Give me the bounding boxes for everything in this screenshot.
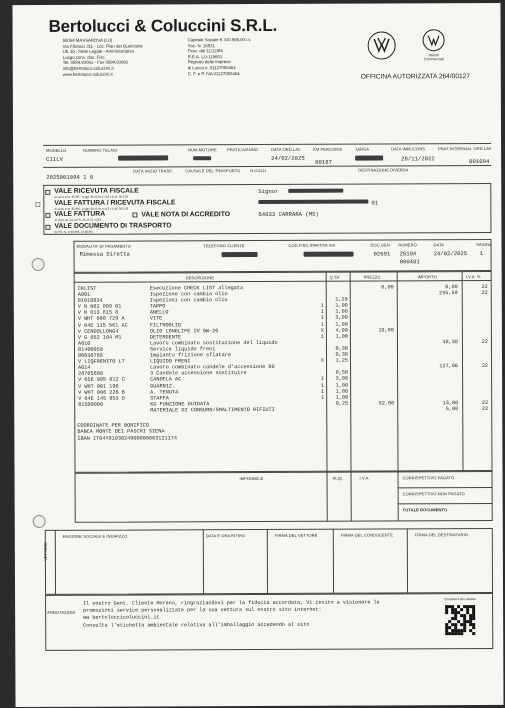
authorized-workshop: OFFICINA AUTORIZZATA 264/00127 [360, 73, 471, 81]
caption-line: Commerciali [423, 57, 444, 62]
payment-box [73, 239, 491, 273]
annotations-text [83, 599, 380, 629]
value-data: 24/02/2025 [433, 250, 468, 258]
sig-data-ora: DATA E ORA RITIRO [205, 533, 246, 539]
line-price: 52,00 [378, 400, 395, 407]
annotation-line: Il vostro Gent. Cliente Moreno, ringraziandovi per la fiducia accordata, Vi invito a visionare le [83, 599, 380, 607]
label-corrisp-non-pagato: CORRISPETTIVO NON PAGATO [402, 491, 465, 497]
line-unit: 1 [320, 309, 324, 316]
checkbox-fattura-ricevuta[interactable] [35, 202, 40, 207]
line-desc: Esecuzione CHECK LIST allegata [149, 285, 244, 292]
punch-hole [33, 515, 46, 528]
bank-line: COORDINATE PER BONIFICO [77, 422, 149, 429]
line-desc: Impianto frizione sfiatare [149, 352, 231, 359]
registry-line: Capitale Sociale € 330.988,00 i.v. [187, 37, 252, 43]
line-qty: 1,00 [335, 321, 348, 328]
label-totale: TOTALE DOCUMENTO [402, 507, 448, 513]
checkbox-ricevuta[interactable] [45, 190, 50, 195]
col-importo: IMPORTO [417, 274, 437, 280]
checkbox-nota-credito[interactable] [132, 213, 137, 218]
sig-ragione-sociale: RAGIONE SOCIALE E INDIRIZZO [62, 533, 128, 539]
registry-line: Registro delle Imprese [187, 59, 231, 65]
line-desc: GUARNIZ. [150, 382, 176, 389]
line-code: V WHT 001 198 [78, 383, 119, 390]
label-telefono: TELEFONO CLIENTE [203, 243, 245, 249]
line-code: A001 [77, 291, 91, 298]
sig-destinatario: FIRMA DEL DESTINATARIO [414, 532, 469, 538]
line-code: 00030780 [77, 352, 103, 359]
address-line: Luogo cons. doc. Fisc. [62, 54, 106, 60]
line-desc: MATERIALE DI CONSUMO/SMALTIMENTO RIFIUTI [150, 406, 275, 414]
line-qty: 3,00 [335, 315, 348, 322]
vw-commercial-logo-icon [423, 29, 445, 51]
line-qty: 0,30 [335, 351, 349, 358]
line-qty: 1,00 [335, 308, 348, 316]
commercial-caption [416, 53, 452, 62]
bank-line: IBAN IT04Y0103024900000063121174 [77, 434, 177, 442]
line-vat: 22 [481, 290, 488, 297]
value-doc-gen: 02691 [373, 250, 391, 258]
annotation-line: promozioni service personalizzate per la sua vettura sul nostro sito internet: [83, 606, 322, 614]
redacted-customer-name [288, 189, 343, 193]
line-desc: Lavoro combinato candele d'accensione 80 [150, 364, 275, 371]
value-pagamento: Rimessa Diretta [79, 250, 130, 258]
line-qty: 1,00 [335, 302, 348, 309]
line-amount: 0,00 [445, 284, 458, 291]
doc-type-sub: Ai sensi art. 21 D.P.R. 26.10.72 n.633 [54, 217, 102, 222]
col-iva: I.V.A. % [465, 274, 481, 280]
line-unit: X [320, 357, 325, 364]
label-data: DATA [433, 242, 445, 248]
label-pagina: PAGINA [476, 241, 492, 248]
line-unit: 1 [320, 315, 324, 322]
sig-conducente: FIRMA DEL CONDUCENTE [340, 532, 394, 538]
line-code: V LIQFRENITO LT [78, 358, 125, 365]
redacted-telefono [222, 252, 258, 257]
invoice-page [12, 3, 503, 707]
registry-line: Fasc. dal 11/12/84 [187, 48, 223, 54]
totals-rule [351, 472, 352, 522]
totals-rule [398, 471, 399, 521]
line-desc: OLIO LONGLIFE IV 0W-20 [149, 327, 219, 335]
label-causale: CAUSALE DEL TRASPORTO [185, 168, 241, 174]
line-code: A010 [77, 340, 91, 347]
customer-greeting: Signor [258, 187, 279, 195]
line-code: V 05E 905 612 C [78, 376, 125, 384]
line-unit [304, 407, 326, 413]
line-unit: 1 [320, 382, 325, 389]
label-modello: MODELLO [46, 147, 67, 153]
doc-type-title: VALE DOCUMENTO DI TRASPORTO [54, 222, 172, 230]
line-amount: 127,86 [439, 363, 459, 370]
address-line: Via Fibrasci 311 - Loc. Pian del Quercione [62, 43, 143, 49]
label-pagamento: MODALITA' DI PAGAMENTO [76, 243, 132, 249]
value-numero-2: 000481 [399, 258, 420, 266]
line-price [350, 406, 396, 412]
col-descrizione: DESCRIZIONE [185, 275, 215, 281]
address-line: info@bertolucci-coluccini.it [62, 65, 114, 71]
line-desc: Service liquido freni [149, 346, 216, 353]
line-desc: CANDELA AC [150, 376, 182, 383]
line-code: V G 052 164 M1 [77, 334, 122, 341]
redacted-customer-street [258, 200, 368, 204]
doc-type-fattura [54, 211, 105, 222]
bank-details [77, 422, 177, 441]
line-code: 01400050 [77, 346, 103, 353]
line-vat: 22 [481, 363, 489, 370]
value-km: 00187 [315, 158, 332, 166]
registry-line: Soc. N. 16531 [187, 42, 215, 48]
doc-type-title: VALE RICEVUTA FISCALE [54, 187, 139, 195]
line-amount: 40,38 [442, 338, 458, 346]
label-dest: DESTINAZIONE DIVERSA [358, 167, 409, 173]
customer-city: 54033 CARRARA (MS) [258, 210, 319, 218]
checkbox-trasporto[interactable] [45, 225, 50, 230]
header-rule [43, 165, 491, 168]
line-unit: 1 [320, 321, 324, 328]
label-telaio: NUMERO TELAIO [83, 147, 118, 153]
company-registry [188, 37, 308, 77]
line-code: CKLIST [77, 285, 97, 292]
line-amount: 235,59 [439, 290, 458, 297]
line-desc: Ispezione con cambio olio [149, 291, 228, 298]
label-numero: NUMERO [398, 242, 417, 248]
label-data-imm: DATA IMM./CONS. [391, 146, 427, 152]
line-code: V 04E 145 853 D [78, 395, 125, 402]
totals-rule [327, 472, 328, 522]
value-modello: C11LV [46, 155, 63, 163]
punch-hole [32, 258, 45, 271]
line-qty: 3,00 [335, 376, 349, 383]
line-desc: Lavoro combinato sostituzione del liquido [149, 339, 278, 347]
label-pratica: PRATICA/ANNO [227, 146, 259, 153]
line-qty: 1,20 [335, 296, 348, 303]
line-code: V WHT 006 226 B [78, 389, 125, 396]
value-pagina: 1 [479, 250, 483, 258]
label-prat-int: PRAT.INTERNA [438, 146, 468, 152]
annotation-line: Consulta l'etichetta ambientale relativa all'imballaggio accedendo al sito [83, 621, 310, 629]
col-qta: Q.TA' [329, 274, 340, 280]
line-code: 01010034 [77, 297, 103, 304]
address-line: 55054 MASSAROSA (LU) [62, 37, 113, 43]
caption-line: Veicoli [428, 53, 439, 58]
company-address [63, 37, 183, 77]
address-line: Ub. Ex. Sede Legale - Amministrativa [62, 48, 134, 55]
line-desc: KG FUNZIONE GUIDATA [150, 400, 210, 408]
line-desc: FILTROOLIO [149, 321, 182, 329]
sig-vettore: FIRMA DEL VETTORE [274, 532, 318, 538]
line-vat: 22 [481, 405, 489, 412]
doc-type-title: VALE FATTURA / RICEVUTA FISCALE [54, 199, 176, 207]
line-amount: 13,00 [442, 399, 459, 406]
line-code: V N 013 815 8 [77, 309, 119, 317]
doc-type-fattura-ricevuta [54, 199, 175, 211]
line-code: V N N62 809 01 [77, 303, 122, 311]
annotation-line: ww bertoluccicoluccini.it [83, 614, 160, 622]
doc-type-sub: Ai sensi D.M. 3/7/80 - Legge 30.12.91 n.413 e D.M. 30.3.92 [54, 194, 129, 199]
line-unit: 1 [320, 376, 325, 383]
line-amount: 5,00 [445, 406, 459, 413]
qr-code-icon[interactable] [445, 605, 475, 635]
line-qty: 1,00 [335, 388, 349, 395]
label-corrisp-pagato: CORRISPETTIVO PAGATO [402, 475, 455, 481]
label-ord-lav: N. ORD.LAV [468, 145, 492, 152]
qr-caption: Consulta il sito relativo [444, 597, 477, 602]
line-qty: 0,25 [335, 400, 349, 407]
address-line: www.bertolucci-coluccini.it [62, 71, 113, 77]
line-desc: DETERGENTE [149, 334, 182, 341]
registry-line: di Lucca n. 01127050464 [187, 65, 236, 71]
value-numero: 2519# [399, 250, 417, 258]
line-code: 28705680 [78, 370, 104, 378]
nota-credito-label: VALE NOTA DI ACCREDITO [141, 211, 231, 219]
line-unit: X [320, 327, 324, 334]
redacted-targa [355, 155, 383, 160]
label-imponibile: IMPONIBILE [239, 475, 264, 482]
line-unit: 1 [321, 394, 325, 401]
line-qty: 1,00 [335, 382, 349, 389]
line-qty: 0,50 [335, 369, 349, 376]
line-vat: 22 [481, 338, 488, 345]
line-desc: STAFFA [150, 395, 169, 402]
vw-logo-icon [368, 31, 396, 59]
line-desc: TAPPO [149, 303, 166, 310]
label-data-ord: DATA ORD.LAV [271, 146, 301, 152]
doc-type-trasporto [54, 222, 171, 234]
registry-line: R.E.A. LU-119601 [187, 53, 223, 60]
line-qty: 1,00 [335, 333, 348, 340]
line-qty [326, 406, 350, 412]
label-colli: N.COLLI [250, 167, 267, 174]
annotations-label: ANNOTAZIONI [47, 609, 76, 615]
line-unit: 1 [320, 333, 324, 340]
value-data-imm: 28/11/2022 [401, 155, 435, 163]
address-line: Tel. 0584.93061 - Fax 0584.93083 [62, 59, 129, 66]
line-qty: 1,25 [335, 357, 349, 364]
line-code: V CENDOLLONG4 [77, 328, 119, 335]
line-desc: LIQUIDO FRENI [150, 358, 191, 365]
checkbox-fattura[interactable] [45, 213, 50, 218]
line-code: V WHT 000 729 A [77, 316, 125, 323]
line-desc: A. TENUTA [150, 388, 179, 396]
line-code: A014 [78, 364, 91, 372]
label-iva: I.V.A. [359, 475, 370, 481]
redacted-telaio [118, 155, 168, 160]
line-code: 01500000 [78, 401, 104, 408]
line-desc: 3 Candele accensione sostituire [150, 370, 247, 377]
line-price: 0,00 [381, 284, 394, 291]
customer-code: 01 [371, 199, 379, 207]
line-unit: 1 [321, 388, 325, 395]
label-inizio-trasp: DATA INIZIO TRASP. [133, 168, 173, 174]
invoice-lines-table [76, 284, 491, 414]
line-code: V 04E 115 561 AC [77, 322, 128, 329]
doc-type-sub: Ai sensi D.M. 3/7/80 - Legge 30.12.91 n.413 e D.M. 30.3.92 [54, 206, 129, 211]
line-qty: 0,30 [335, 345, 348, 352]
label-targa: TARGA [355, 146, 370, 152]
col-prezzo: PREZZO [363, 274, 381, 280]
redacted-motore [193, 156, 211, 160]
value-ord-lav: 001094 [469, 157, 490, 166]
line-vat: 22 [481, 399, 489, 406]
doc-type-title: VALE FATTURA [54, 210, 106, 218]
line-unit: 1 [320, 302, 324, 310]
line-desc: ANELLO [149, 309, 169, 316]
line-qty: 1,00 [335, 394, 349, 401]
value-data-ord: 24/02/2025 [271, 154, 305, 162]
vettore-side-label: VETTORE [42, 542, 48, 561]
line-desc: Ispezioni con cambio olio [149, 297, 228, 304]
doc-type-sub: (D.P.R. N. 472/1996, 14.08.96) [54, 229, 93, 234]
line-qty: 4,00 [335, 327, 348, 334]
document-number: 2025001094 1 6 [46, 173, 94, 181]
redacted-codfisc [304, 252, 354, 257]
doc-type-ricevuta [54, 188, 139, 199]
registry-line: C. F. e P. IVA 01127050464 [187, 70, 240, 76]
label-codfisc: COD.FISC./PARTITA IVA [288, 242, 336, 248]
line-code [76, 407, 148, 413]
company-name: Bertolucci & Coluccini S.R.L. [48, 15, 278, 36]
label-aliq: ALIQ. [332, 475, 344, 481]
line-desc: VITE [149, 315, 163, 322]
label-motore: NUM.MOTORE [188, 147, 217, 153]
bank-line: BANCA MONTE DEI PASCHI SIENA [77, 428, 165, 436]
line-price: 10,00 [378, 327, 394, 334]
label-doc-gen: DOC.GEN [370, 242, 390, 248]
line-vat: 22 [481, 283, 488, 291]
label-km: KM PERCORSI [313, 146, 343, 152]
